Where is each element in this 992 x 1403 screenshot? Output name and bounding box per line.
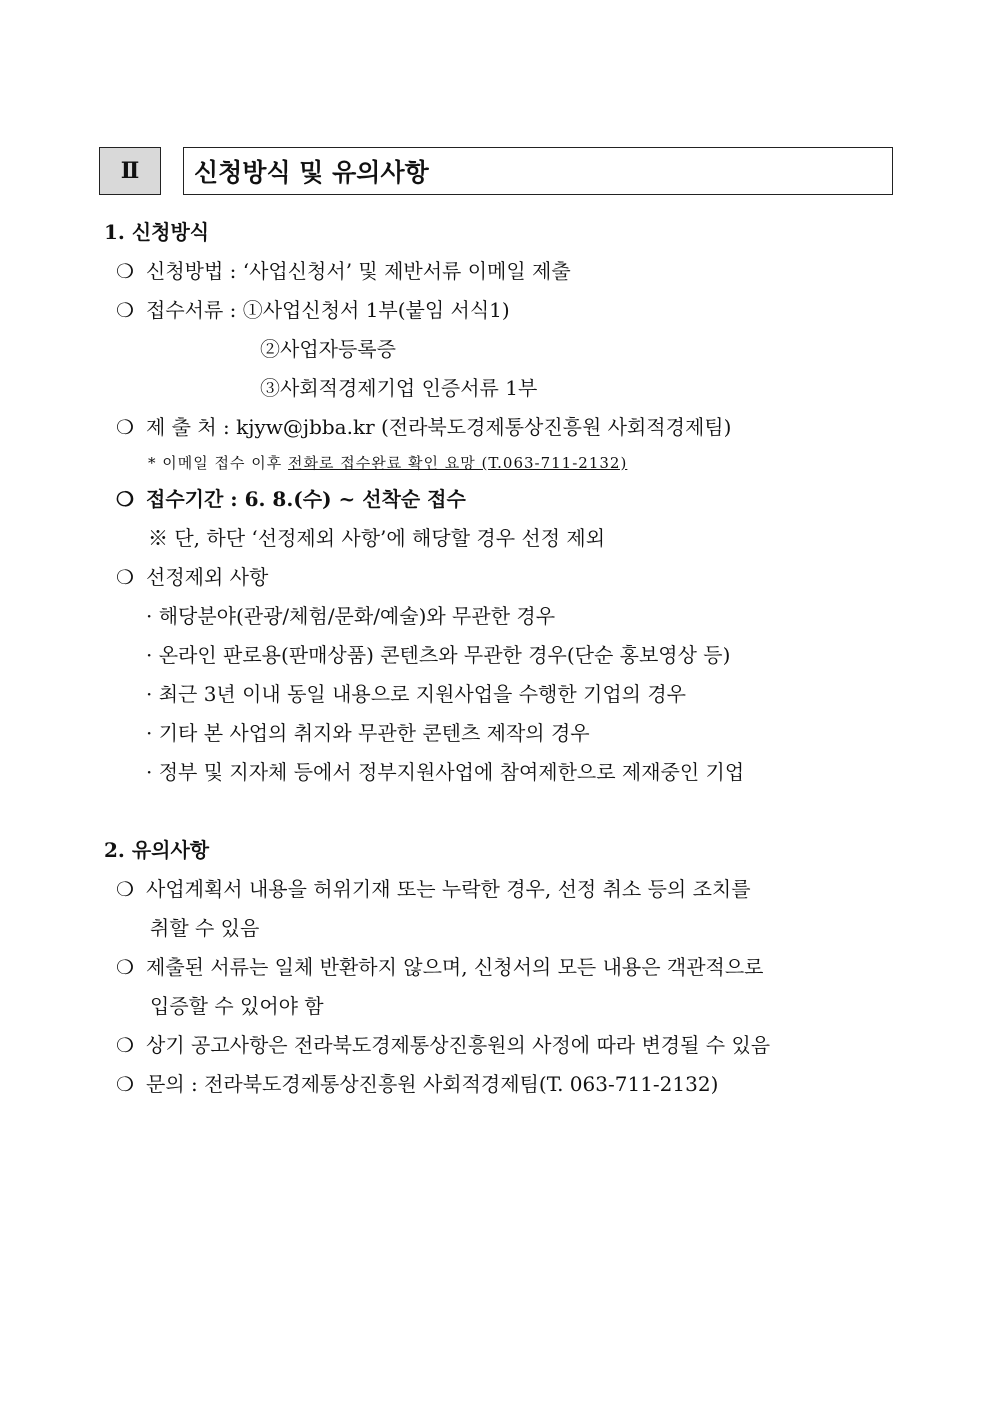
exclusion-2: · 온라인 판로용(판매상품) 콘텐츠와 무관한 경우(단순 홍보영상 등) <box>146 643 731 667</box>
docs-item <box>116 294 510 323</box>
exclusion-title: 선정제외 사항 <box>146 565 269 589</box>
exclusion-item <box>116 561 268 590</box>
notice-item-4 <box>116 1068 718 1097</box>
notice-item-1 <box>116 873 751 902</box>
period-text: 접수기간 : 6. 8.(수) ~ 선착순 접수 <box>146 487 466 511</box>
period-item <box>116 483 466 512</box>
email-note-prefix: * 이메일 접수 이후 <box>148 454 289 472</box>
period-note: ※ 단, 하단 ‘선정제외 사항’에 해당할 경우 선정 제외 <box>148 526 606 550</box>
part1-heading: 1. 신청방식 <box>104 220 210 244</box>
contact-text: 문의 : 전라북도경제통상진흥원 사회적경제팀(T. 063-711-2132) <box>146 1072 719 1096</box>
bullet-icon: ❍ <box>116 565 134 589</box>
bullet-icon: ❍ <box>116 1033 134 1057</box>
section-number: Ⅱ <box>120 158 140 184</box>
notice-2-line2: 입증할 수 있어야 함 <box>150 994 324 1018</box>
section-title-box <box>183 147 893 195</box>
method-text: 신청방법 : ‘사업신청서’ 및 제반서류 이메일 제출 <box>146 259 571 283</box>
bullet-icon: ❍ <box>116 877 134 901</box>
exclusion-3: · 최근 3년 이내 동일 내용으로 지원사업을 수행한 기업의 경우 <box>146 682 686 706</box>
bullet-icon: ❍ <box>116 1072 134 1096</box>
bullet-icon: ❍ <box>116 415 134 439</box>
submit-item <box>116 411 731 440</box>
bullet-icon: ❍ <box>116 298 134 322</box>
notice-1-line1: 사업계획서 내용을 허위기재 또는 누락한 경우, 선정 취소 등의 조치를 <box>146 877 751 901</box>
email-note <box>148 452 627 473</box>
notice-item-3 <box>116 1029 770 1058</box>
bullet-icon: ❍ <box>116 955 134 979</box>
part2-heading: 2. 유의사항 <box>104 838 210 862</box>
submit-text: 제 출 처 : kjyw@jbba.kr (전라북도경제통상진흥원 사회적경제팀) <box>146 415 732 439</box>
email-note-confirm: 전화로 접수완료 확인 요망 (T.063-711-2132) <box>288 454 628 472</box>
bullet-icon: ❍ <box>116 487 134 511</box>
docs-item-2: ②사업자등록증 <box>260 337 396 361</box>
notice-3-text: 상기 공고사항은 전라북도경제통상진흥원의 사정에 따라 변경될 수 있음 <box>146 1033 771 1057</box>
notice-item-2 <box>116 951 764 980</box>
bullet-icon: ❍ <box>116 259 134 283</box>
docs-label: 접수서류 : <box>146 298 243 322</box>
section-number-box <box>99 147 161 195</box>
exclusion-1: · 해당분야(관광/체험/문화/예술)와 무관한 경우 <box>146 604 556 628</box>
notice-1-line2: 취할 수 있음 <box>150 916 260 940</box>
notice-2-line1: 제출된 서류는 일체 반환하지 않으며, 신청서의 모든 내용은 객관적으로 <box>146 955 764 979</box>
docs-item-1: ①사업신청서 1부(붙임 서식1) <box>242 298 510 322</box>
exclusion-4: · 기타 본 사업의 취지와 무관한 콘텐츠 제작의 경우 <box>146 721 590 745</box>
section-title: 신청방식 및 유의사항 <box>194 158 429 187</box>
exclusion-5: · 정부 및 지자체 등에서 정부지원사업에 참여제한으로 제재중인 기업 <box>146 760 745 784</box>
method-item <box>116 255 571 284</box>
docs-item-3: ③사회적경제기업 인증서류 1부 <box>260 376 538 400</box>
